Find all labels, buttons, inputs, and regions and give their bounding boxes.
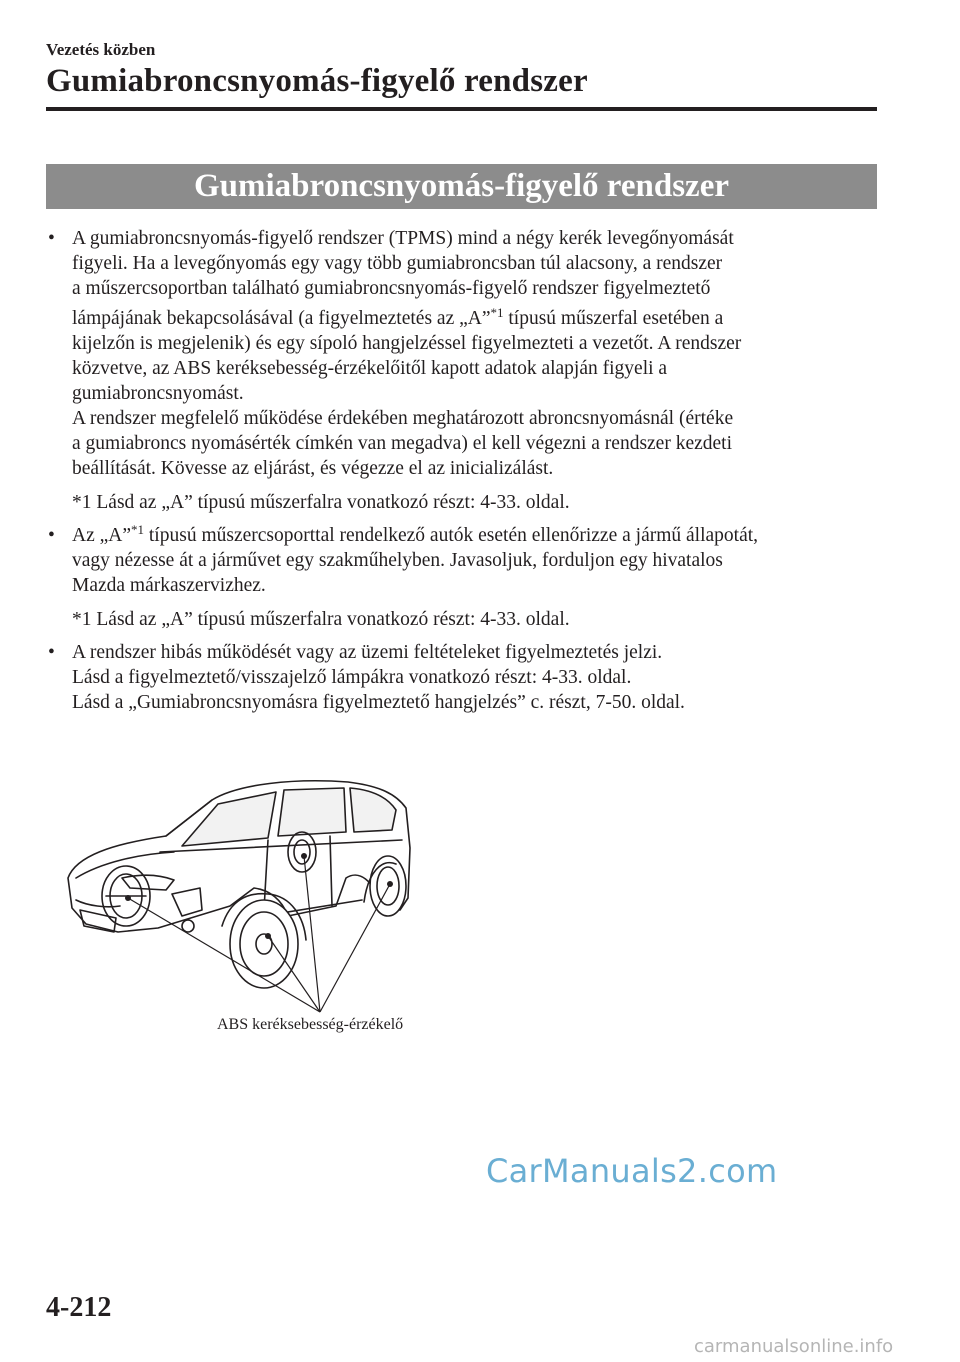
footnote-marker: *1	[131, 522, 145, 537]
page-title: Gumiabroncsnyomás-figyelő rendszer	[46, 63, 588, 99]
text-line: Lásd a figyelmeztető/visszajelző lámpákra vonatkozó részt: 4-33. oldal.	[72, 667, 632, 688]
list-item	[46, 226, 882, 515]
footnote: *1 Lásd az „A” típusú műszerfalra vonatkozó részt: 4-33. oldal.	[72, 609, 570, 630]
text-line: kijelzőn is megjelenik) és egy sípoló hangjelzéssel figyelmezteti a vezetőt. A rendszer	[72, 333, 742, 354]
text-line	[72, 523, 882, 548]
text-line: A rendszer hibás működését vagy az üzemi feltételeket figyelmeztetés jelzi.	[72, 642, 663, 663]
text-segment: lámpájának bekapcsolásával (a figyelmeztetés az „A”	[72, 308, 491, 329]
text-line: vagy nézesse át a járművet egy szakműhelyben. Javasoljuk, forduljon egy hivatalos	[72, 550, 723, 571]
text-line	[72, 306, 882, 331]
figure-caption: ABS keréksebesség-érzékelő	[217, 1016, 404, 1033]
bullet-icon: •	[48, 642, 55, 663]
list-item	[46, 640, 882, 715]
text-line: A rendszer megfelelő működése érdekében meghatározott abroncsnyomásnál (értéke	[72, 408, 734, 429]
bullet-icon: •	[48, 525, 55, 546]
footnote: *1 Lásd az „A” típusú műszerfalra vonatkozó részt: 4-33. oldal.	[72, 492, 570, 513]
page-number: 4-212	[46, 1292, 112, 1323]
text-segment: Az „A”	[72, 525, 132, 546]
text-segment: típusú műszerfal esetében a	[503, 308, 724, 329]
text-line: Mazda márkaszervizhez.	[72, 575, 266, 596]
title-underline	[46, 107, 877, 111]
text-line: gumiabroncsnyomást.	[72, 383, 244, 404]
text-line: a gumiabroncs nyomásérték címkén van megadva) el kell végezni a rendszer kezdeti	[72, 433, 733, 454]
text-line: közvetve, az ABS keréksebesség-érzékelőitől kapott adatok alapján figyeli a	[72, 358, 668, 379]
text-line: figyeli. Ha a levegőnyomás egy vagy több gumiabroncsban túl alacsony, a rendszer	[72, 253, 723, 274]
section-heading: Gumiabroncsnyomás-figyelő rendszer	[46, 164, 877, 209]
list-item	[46, 523, 882, 632]
text-segment: típusú műszercsoporttal rendelkező autók esetén ellenőrizze a jármű állapotát,	[144, 525, 759, 546]
text-line: Lásd a „Gumiabroncsnyomásra figyelmeztető hangjelzés” c. részt, 7-50. oldal.	[72, 692, 685, 713]
footer-watermark-url: carmanualsonline.info	[694, 1336, 894, 1357]
text-line: a műszercsoportban található gumiabroncsnyomás-figyelő rendszer figyelmeztető	[72, 278, 711, 299]
bullet-icon: •	[48, 228, 55, 249]
watermark-logo: CarManuals2.com	[486, 1152, 778, 1190]
footnote-marker: *1	[490, 305, 504, 320]
text-line: beállítását. Kövesse az eljárást, és végezze el az inicializálást.	[72, 458, 554, 479]
text-line: A gumiabroncsnyomás-figyelő rendszer (TPMS) mind a négy kerék levegőnyomását	[72, 228, 734, 249]
body-content	[46, 226, 882, 723]
chapter-label: Vezetés közben	[46, 40, 156, 59]
car-sensor-illustration	[62, 760, 422, 1016]
